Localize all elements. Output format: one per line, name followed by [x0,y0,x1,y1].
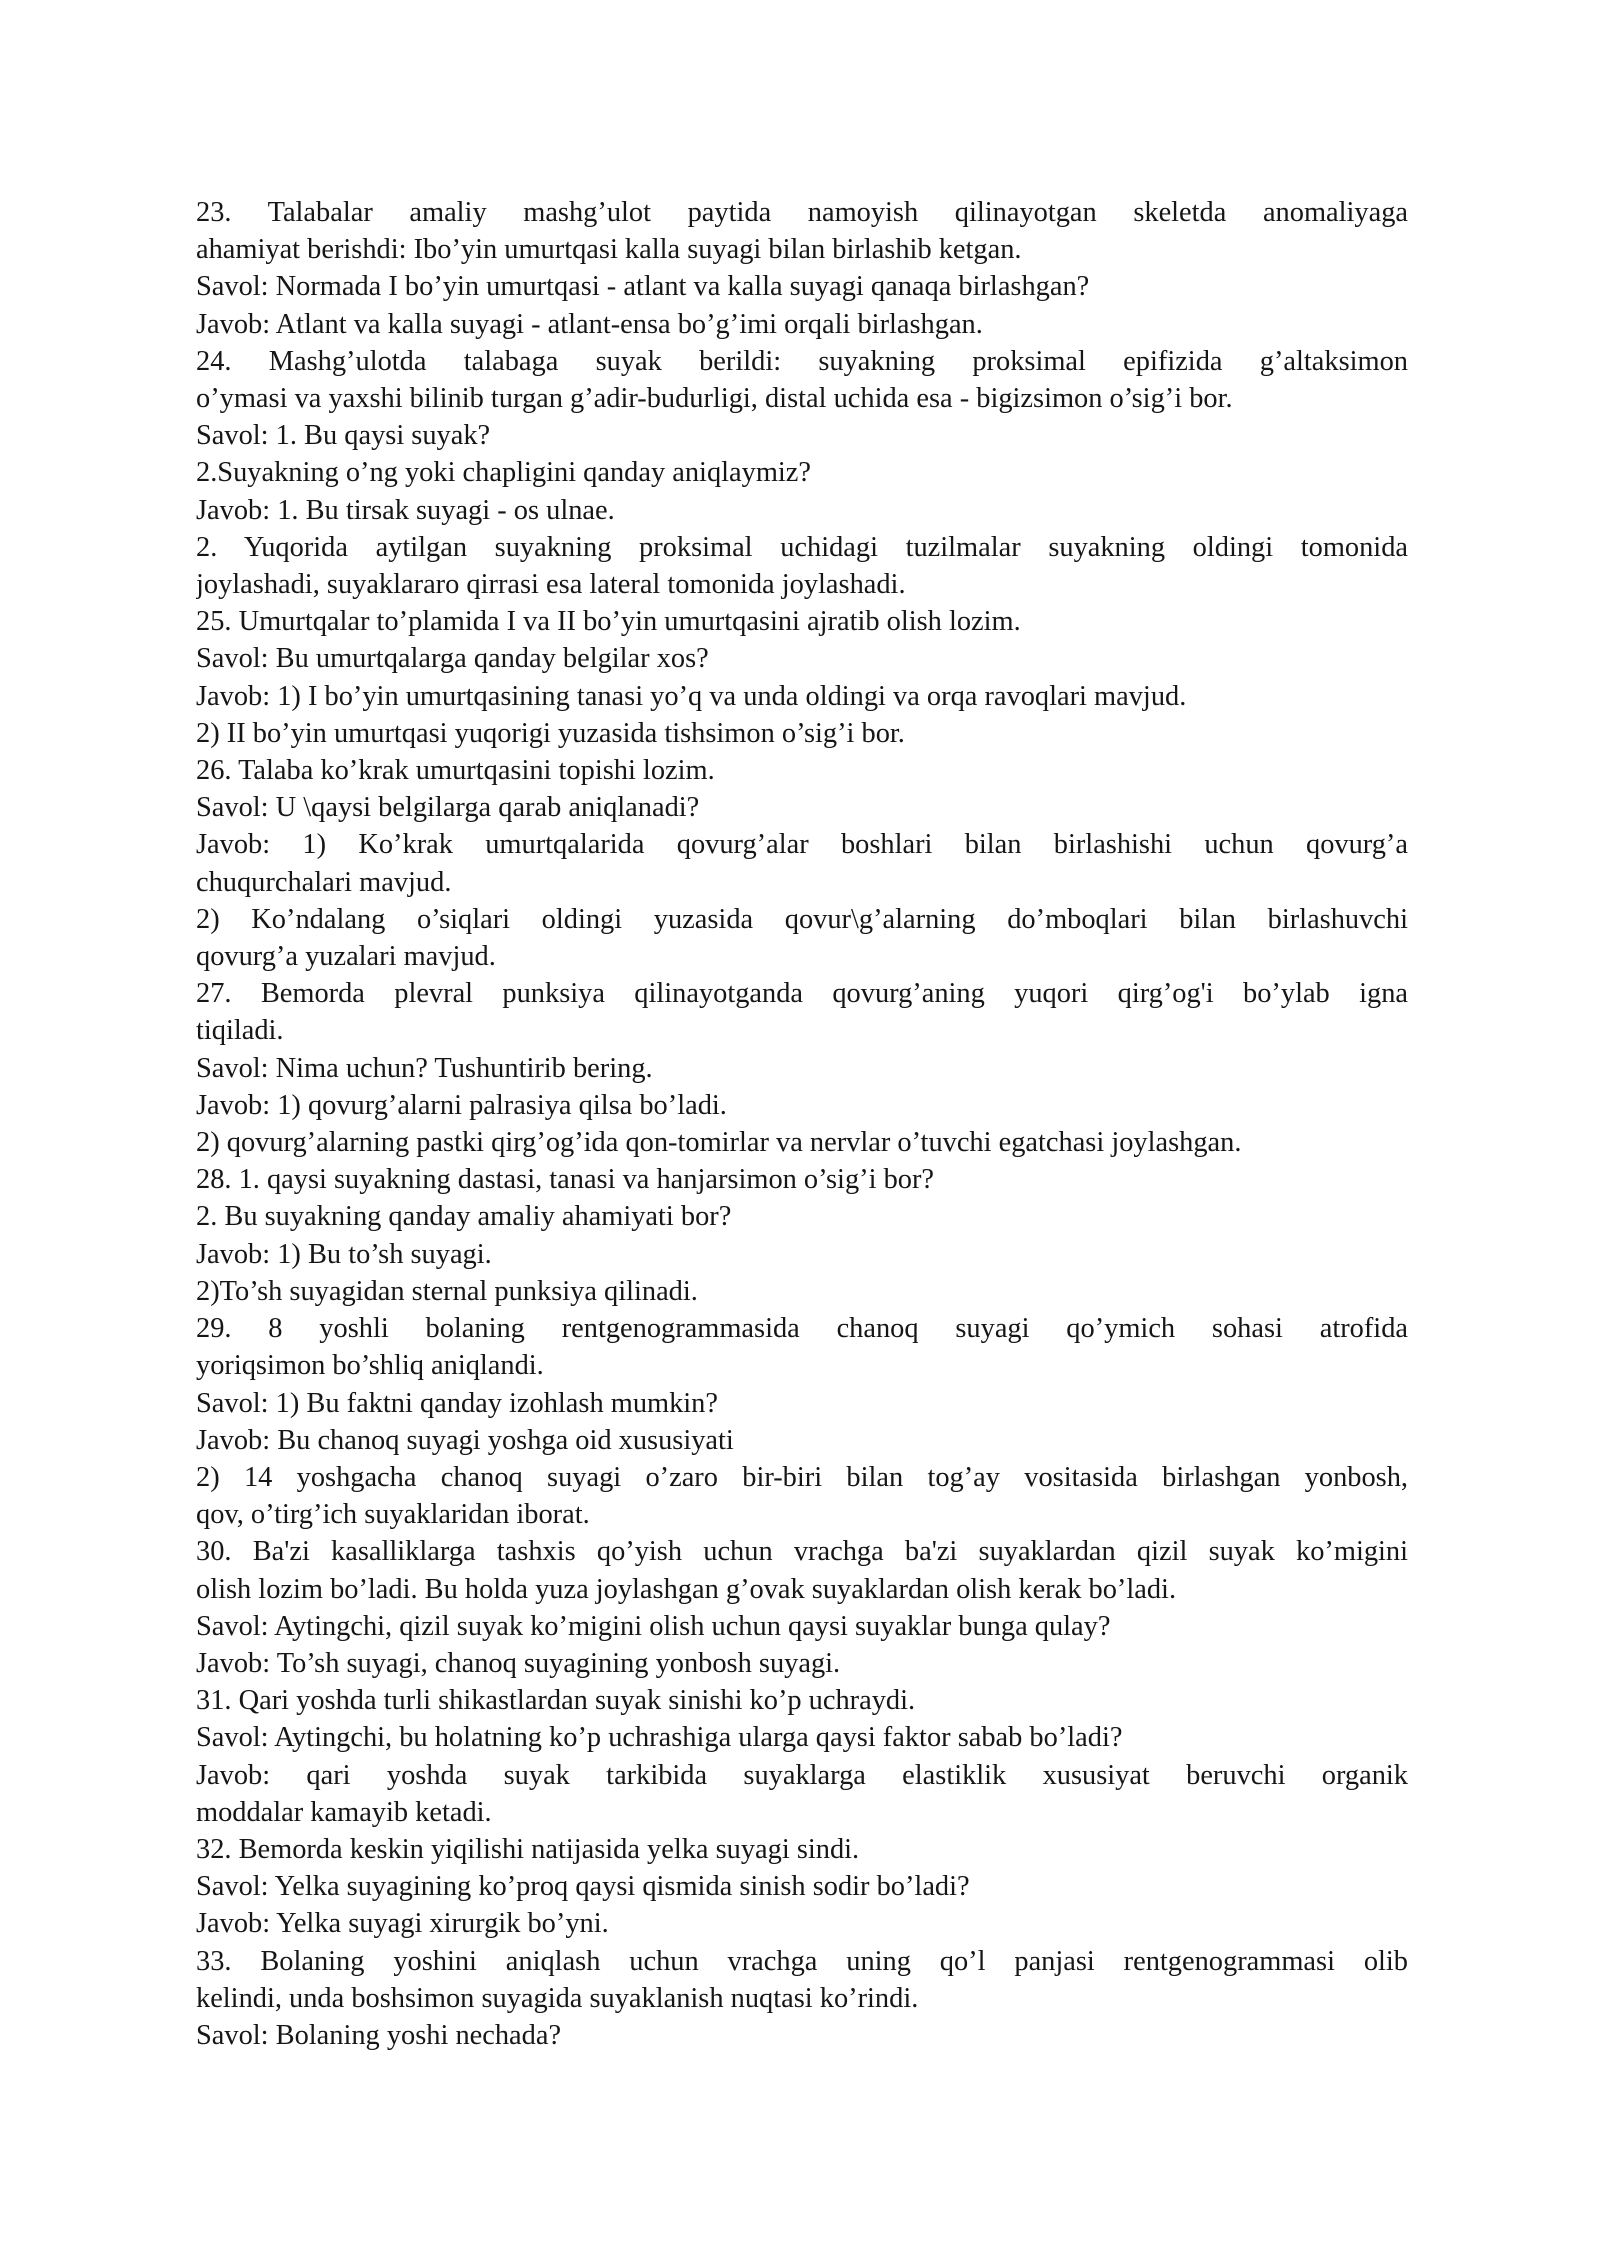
text-line: olish lozim bo’ladi. Bu holda yuza joylashgan g’ovak suyaklardan olish kerak bo’ladi. [196,1573,1177,1605]
text-line: tiqiladi. [196,1015,284,1047]
text-line: Savol: Nima uchun? Tushuntirib bering. [196,1052,653,1084]
text-line: Savol: Bolaning yoshi nechada? [196,2019,562,2051]
text-line: Javob: qari yoshda suyak tarkibida suyaklarga elastiklik xususiyat beruvchi organik [196,1759,1408,1791]
text-line: qov, o’tirg’ich suyaklaridan iborat. [196,1499,590,1531]
text-line: Savol: U \qaysi belgilarga qarab aniqlanadi? [196,792,700,824]
text-line: Javob: Yelka suyagi xirurgik bo’yni. [196,1908,609,1940]
text-line: 27. Bemorda plevral punksiya qilinayotganda qovurg’aning yuqori qirg’og'i bo’ylab igna [196,978,1408,1010]
text-line: Savol: Aytingchi, qizil suyak ko’migini olish uchun qaysi suyaklar bunga qulay? [196,1610,1111,1642]
text-line: kelindi, unda boshsimon suyagida suyaklanish nuqtasi ko’rindi. [196,1982,919,2014]
text-line: Javob: 1) qovurg’alarni palrasiya qilsa bo’ladi. [196,1089,727,1121]
text-line: Javob: Atlant va kalla suyagi - atlant-ensa bo’g’imi orqali birlashgan. [196,308,983,340]
text-line: Javob: 1) I bo’yin umurtqasining tanasi yo’q va unda oldingi va orqa ravoqlari mavjud. [196,680,1187,712]
text-line: 2. Yuqorida aytilgan suyakning proksimal uchidagi tuzilmalar suyakning oldingi tomonida [196,531,1408,563]
text-line: Javob: 1) Bu to’sh suyagi. [196,1238,492,1270]
text-line: moddalar kamayib ketadi. [196,1796,492,1828]
text-line: yoriqsimon bo’shliq aniqlandi. [196,1350,544,1382]
text-line: Javob: To’sh suyagi, chanoq suyagining yonbosh suyagi. [196,1647,841,1679]
text-line: 23. Talabalar amaliy mashg’ulot paytida namoyish qilinayotgan skeletda anomaliyaga [196,197,1408,228]
text-line: 33. Bolaning yoshini aniqlash uchun vrachga uning qo’l panjasi rentgenogrammasi olib [196,1945,1408,1977]
text-line: 25. Umurtqalar to’plamida I va II bo’yin umurtqasini ajratib olish lozim. [196,606,1021,638]
text-line: 2) qovurg’alarning pastki qirg’og’ida qon-tomirlar va nervlar o’tuvchi egatchasi joylashgan. [196,1127,1242,1159]
text-line: 31. Qari yoshda turli shikastlardan suyak sinishi ko’p uchraydi. [196,1685,916,1717]
text-line: 28. 1. qaysi suyakning dastasi, tanasi va hanjarsimon o’sig’i bor? [196,1164,935,1196]
document-page [196,194,1408,2054]
text-line: ahamiyat berishdi: Ibo’yin umurtqasi kalla suyagi bilan birlashib ketgan. [196,234,1022,266]
text-line: 2.Suyakning o’ng yoki chapligini qanday aniqlaymiz? [196,457,812,489]
text-line: 2) Ko’ndalang o’siqlari oldingi yuzasida qovur\g’alarning do’mboqlari bilan birlashuvchi [196,903,1408,935]
text-line: 24. Mashg’ulotda talabaga suyak berildi: suyakning proksimal epifizida g’altaksimon [196,345,1408,377]
text-line: Savol: Bu umurtqalarga qanday belgilar xos? [196,643,709,675]
text-line: 30. Ba'zi kasalliklarga tashxis qo’yish uchun vrachga ba'zi suyaklardan qizil suyak ko’migini [196,1536,1408,1568]
text-line: 32. Bemorda keskin yiqilishi natijasida yelka suyagi sindi. [196,1833,860,1865]
text-line: Savol: 1) Bu faktni qanday izohlash mumkin? [196,1387,718,1419]
text-line: qovurg’a yuzalari mavjud. [196,941,496,973]
text-line: Savol: 1. Bu qaysi suyak? [196,420,491,452]
text-line: joylashadi, suyaklararo qirrasi esa lateral tomonida joylashadi. [196,569,906,601]
text-line: o’ymasi va yaxshi bilinib turgan g’adir-budurligi, distal uchida esa - bigizsimon o’sig’i bor. [196,383,1233,415]
text-line: Javob: 1. Bu tirsak suyagi - os ulnae. [196,494,615,526]
text-line: Javob: Bu chanoq suyagi yoshga oid xususiyati [196,1424,734,1456]
text-line: 29. 8 yoshli bolaning rentgenogrammasida chanoq suyagi qo’ymich sohasi atrofida [196,1313,1408,1345]
text-line: chuqurchalari mavjud. [196,866,452,898]
text-line: 2. Bu suyakning qanday amaliy ahamiyati bor? [196,1201,732,1233]
text-line: 26. Talaba ko’krak umurtqasini topishi lozim. [196,755,715,787]
text-line: Javob: 1) Ko’krak umurtqalarida qovurg’alar boshlari bilan birlashishi uchun qovurg’a [196,829,1408,861]
text-line: 2)To’sh suyagidan sternal punksiya qilinadi. [196,1275,698,1307]
text-line: Savol: Normada I bo’yin umurtqasi - atlant va kalla suyagi qanaqa birlashgan? [196,271,1090,303]
text-line: Savol: Aytingchi, bu holatning ko’p uchrashiga ularga qaysi faktor sabab bo’ladi? [196,1722,1123,1754]
text-line: Savol: Yelka suyagining ko’proq qaysi qismida sinish sodir bo’ladi? [196,1871,970,1903]
text-line: 2) 14 yoshgacha chanoq suyagi o’zaro bir-biri bilan tog’ay vositasida birlashgan yonbosh, [196,1461,1408,1493]
text-line: 2) II bo’yin umurtqasi yuqorigi yuzasida tishsimon o’sig’i bor. [196,717,905,749]
